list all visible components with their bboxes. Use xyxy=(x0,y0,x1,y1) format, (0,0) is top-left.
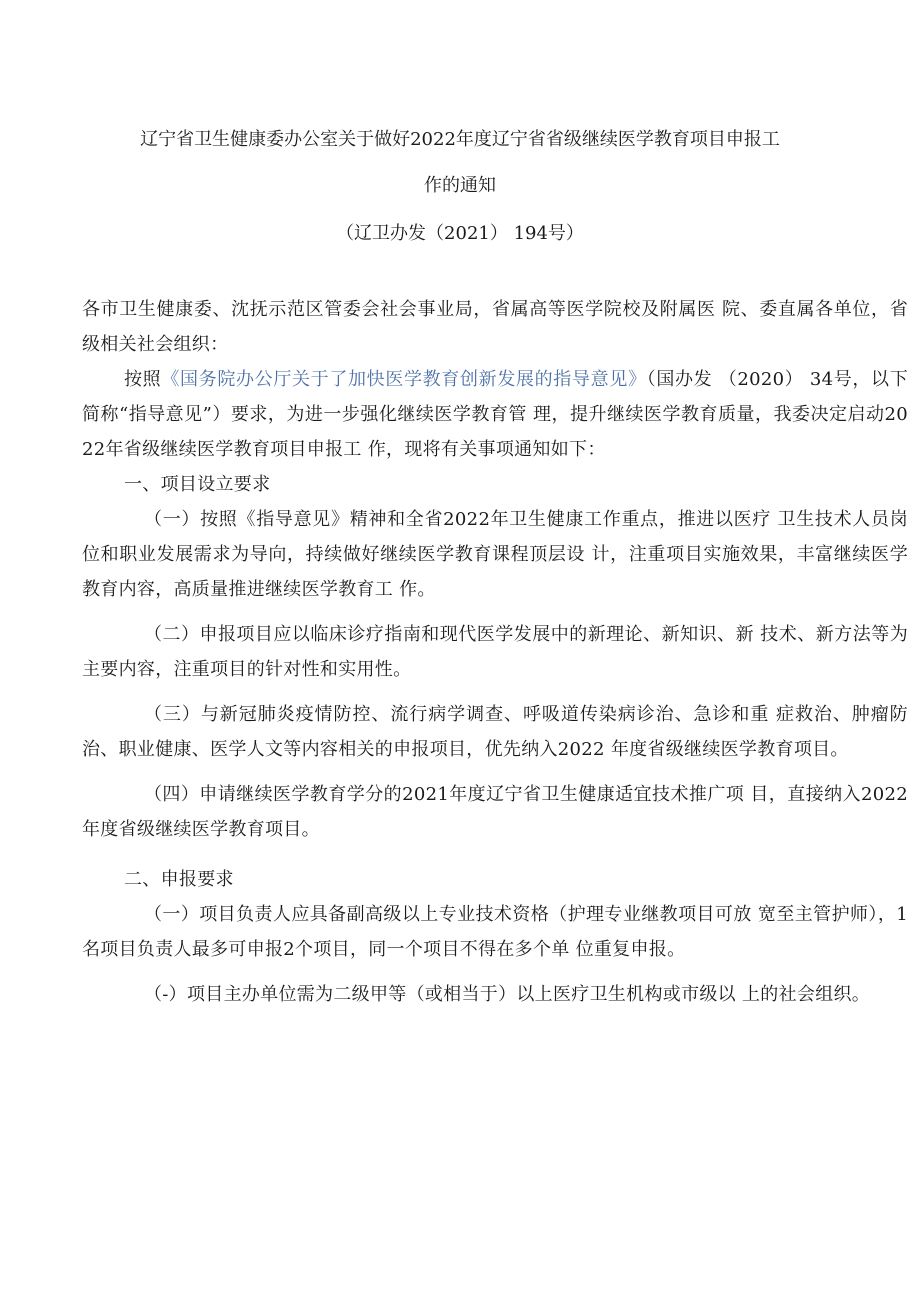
intro-suffix: （国办发 （2020） 34号，以下简称“指导意见”）要求，为进一步强化继续医学教育管 理，提升继续医学教育质量，我委决定启动2022年省级继续医学教育项目申报工 作，现将有关事项通知如下： xyxy=(82,369,908,460)
section-2-item-2: （-）项目主办单位需为二级甲等（或相当于）以上医疗卫生机构或市级以 上的社会组织。 xyxy=(144,984,871,1005)
document-title-line-2: 作的通知 xyxy=(424,175,496,196)
intro-paragraph xyxy=(82,362,908,467)
section-1-heading: 一、项目设立要求 xyxy=(124,474,271,495)
section-1-item-1: （一）按照《指导意见》精神和全省2022年卫生健康工作重点，推进以医疗 卫生技术人员岗位和职业发展需求为导向，持续做好继续医学教育课程顶层设 计，注重项目实施效果，丰富继续医学教育内容，高质量推进继续医学教育工 作。 xyxy=(82,509,908,600)
document-body xyxy=(82,292,908,1012)
section-1-item-3: （三）与新冠肺炎疫情防控、流行病学调查、呼吸道传染病诊治、急诊和重 症救治、肿瘤防治、职业健康、医学人文等内容相关的申报项目，优先纳入2022 年度省级继续医学教育项目。 xyxy=(82,704,908,760)
salutation: 各市卫生健康委、沈抚示范区管委会社会事业局，省属高等医学院校及附属医 院、委直属各单位，省级相关社会组织： xyxy=(82,299,908,355)
section-1-item-2: （二）申报项目应以临床诊疗指南和现代医学发展中的新理论、新知识、新 技术、新方法等为主要内容，注重项目的针对性和实用性。 xyxy=(82,624,908,680)
section-2-heading: 二、申报要求 xyxy=(124,869,234,890)
document-title-line-1: 辽宁省卫生健康委办公室关于做好2022年度辽宁省省级继续医学教育项目申报工 xyxy=(140,129,780,150)
section-1-item-4: （四）申请继续医学教育学分的2021年度辽宁省卫生健康适宜技术推广项 目，直接纳入2022年度省级继续医学教育项目。 xyxy=(82,784,908,840)
guideline-link[interactable]: 《国务院办公厅关于了加快医学教育创新发展的指导意见》 xyxy=(161,369,647,390)
intro-prefix: 按照 xyxy=(124,369,162,390)
section-2-item-1: （一）项目负责人应具备副高级以上专业技术资格（护理专业继教项目可放 宽至主管护师），1名项目负责人最多可申报2个项目，同一个项目不得在多个单 位重复申报。 xyxy=(82,904,908,960)
document-number: （辽卫办发（2021） 194号） xyxy=(336,223,584,244)
